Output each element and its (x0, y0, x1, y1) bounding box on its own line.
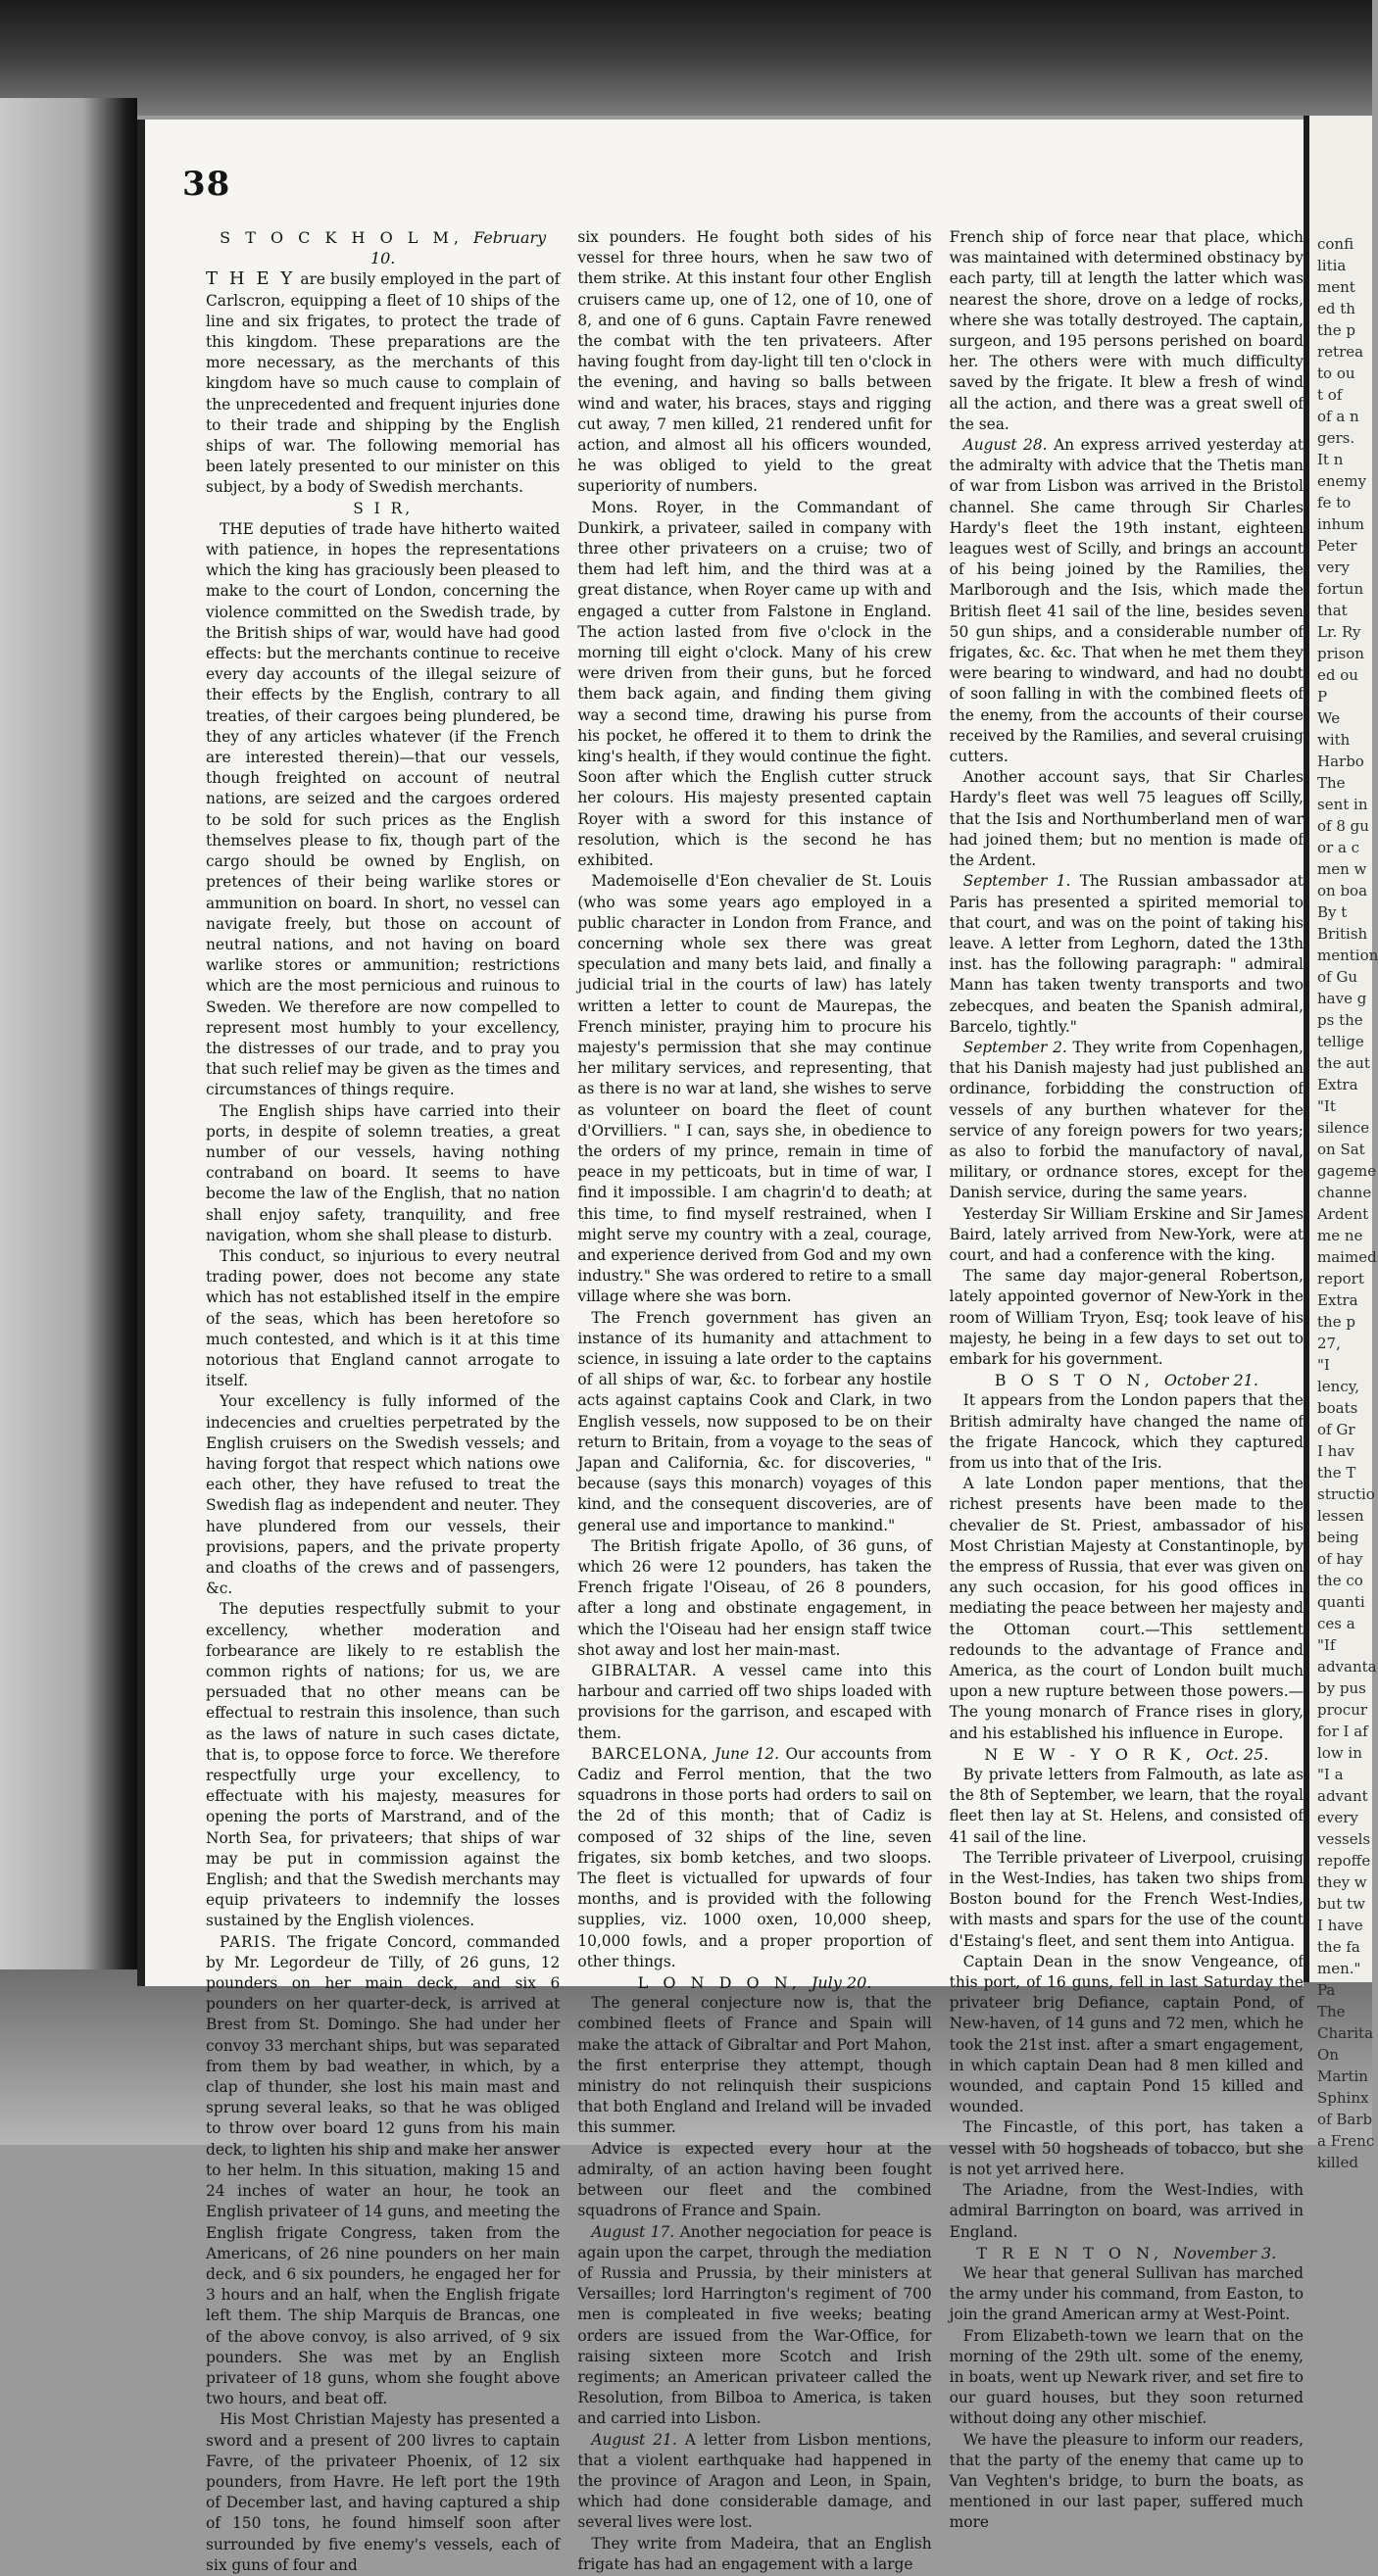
adjacent-page-line: or a c (1317, 839, 1360, 856)
page-number: 38 (182, 165, 231, 204)
adjacent-page-line: that (1317, 602, 1348, 619)
article-paragraph: six pounders. He fought both sides of his vessel for three hours, when he saw two of them strike. At this instant four other English cruisers came up, one of 12, one of 10, one of 8, and one of 6 guns. Captain Favre renewed the combat with the ten privateers. After having fought from day-light till ten o'clock in the evening, and having so balls between wind and water, his braces, stays and rigging cut away, 7 men killed, 21 rendered unfit for action, and almost all his officers wounded, he was obliged to yield to the great superiority of numbers. (577, 228, 932, 496)
article-paragraph: We have the pleasure to inform our readers, that the party of the enemy that came up to Van Veghten's bridge, to burn the boats, as mentioned in our last paper, suffered much more (949, 2430, 1304, 2532)
adjacent-page-line: I hav (1317, 1442, 1354, 1460)
adjacent-page-line: fortun (1317, 580, 1364, 598)
adjacent-page-line: inhum (1317, 515, 1365, 533)
adjacent-page-line: gageme (1317, 1162, 1377, 1180)
article-paragraph: A late London paper mentions, that the richest presents have been made to the chevalier de St. Priest, ambassador of his Most Christian Majesty at Constantinople, by the empress of Russia, that ever was given on any such occasion, for his good offices in mediating the peace between her majesty and the Ottoman court.—This settlement redounds to the advantage of France and America, as the court of London built much upon a new rupture between those powers.—The young monarch of France rises in glory, and his established his influence in Europe. (949, 1475, 1304, 1742)
article-paragraph: GIBRALTAR. A vessel came into this harbour and carried off two ships loaded with provisions for the garrison, and escaped with them. (577, 1662, 932, 1742)
article-paragraph: Mademoiselle d'Eon chevalier de St. Louis (who was some years ago employed in a public character in London from France, and concerning whole sex there was great speculation and many bets laid, and finally a judicial trial in the courts of law) has lately written a letter to count de Maurepas, the French minister, praying him to procure his majesty's permission that she may continue her military services, and representing, that as there is no war at land, she wishes to serve as volunteer on board the fleet of count d'Orvilliers. " I can, says she, in obedience to the orders of my prince, remain in time of peace in my petticoats, but in time of war, I find it impossible. I am chagrin'd to death; at this time, to find myself restrained, when I might serve my country with a zeal, courage, and experience derived from God and my own industry." She was ordered to retire to a small village where she was born. (577, 872, 932, 1306)
adjacent-page-line: the p (1317, 321, 1355, 339)
adjacent-page-line: By t (1317, 903, 1348, 921)
adjacent-page-line: enemy (1317, 472, 1367, 490)
article-paragraph: Advice is expected every hour at the admiralty, of an action having been fought between our fleet and the combined squadrons of France and Spain. (577, 2139, 932, 2220)
adjacent-page-fragment (1304, 116, 1378, 2171)
adjacent-page-line: of hay (1317, 1550, 1363, 1568)
dateline-new-york: N E W - Y O R K, Oct. 25. (984, 1744, 1269, 1764)
adjacent-page-line: P (1317, 688, 1328, 705)
article-paragraph: T H E Y are busily employed in the part of Carlscron, equipping a fleet of 10 ships of the line and six frigates, to protect the trade of this kingdom. These preparations are the more necessary, as the merchants of this kingdom have so much cause to complain of the unprecedented and frequent injuries done to their trade and shipping by the English ships of war. The following memorial has been lately presented to our minister on this subject, by a body of Swedish merchants. (206, 268, 561, 497)
article-paragraph: September 1. The Russian ambassador at Paris has presented a spirited memorial to that court, and was on the point of taking his leave. A letter from Leghorn, dated the 13th inst. has the following paragraph: " admiral Mann has taken twenty transports and two zebecques, and beaten the Spanish admiral, Barcelo, tightly." (949, 872, 1304, 1036)
adjacent-page-line: Charita (1317, 2024, 1374, 2042)
adjacent-page-line: silence (1317, 1119, 1370, 1137)
adjacent-page-line: lency, (1317, 1378, 1359, 1395)
text-columns (206, 227, 1304, 2574)
article-paragraph: August 21. A letter from Lisbon mentions, that a violent earthquake had happened in the province of Aragon and Leon, in Spain, which had done considerable damage, and several lives were lost. (577, 2430, 932, 2532)
adjacent-page-line: retrea (1317, 343, 1364, 361)
adjacent-page-line: by pus (1317, 1679, 1366, 1697)
adjacent-page-line: Lr. Ry (1317, 623, 1361, 641)
article-paragraph: The English ships have carried into their ports, in despite of solemn treaties, a great number of our vessels, having nothing contraband on board. It seems to have become the law of the English, that no nation shall enjoy safety, tranquility, and free navigation, whom she shall please to disturb. (206, 1101, 561, 1244)
adjacent-page-line: prison (1317, 645, 1364, 662)
adjacent-page-line: of Gr (1317, 1421, 1355, 1438)
article-paragraph: Mons. Royer, in the Commandant of Dunkirk, a privateer, sailed in company with three other privateers on a cruise; two of them had left him, and the third was at a great distance, when Royer came up with and engaged a cutter from Falstone in England. The action lasted from five o'clock in the morning till eight o'clock. Many of his crew were driven from their guns, but he forced them back again, and finding them giving way a second time, drawing his purse from his pocket, he offered it to them to drink the king's health, if they would continue the fight. Soon after which the English cutter struck her colours. His majesty presented captain Royer with a sword for this instance of resolution, which is the second he has exhibited. (577, 498, 932, 870)
adjacent-page-line: advant (1317, 1787, 1368, 1805)
adjacent-page-line: lessen (1317, 1507, 1364, 1525)
column-2 (577, 227, 932, 2573)
adjacent-page-line: report (1317, 1270, 1364, 1288)
adjacent-page-line: Sphinx (1317, 2089, 1369, 2107)
adjacent-page-line: 27, (1317, 1335, 1341, 1352)
newspaper-page (137, 120, 1304, 2574)
scan-left-margin (0, 98, 137, 2145)
column-1 (206, 227, 561, 2574)
article-paragraph: The general conjecture now is, that the combined fleets of France and Spain will make the attack of Gibraltar and Port Mahon, the first enterprise they attempt, though ministry do not relinquish their suspicions that both England and Ireland will be invaded this summer. (577, 1994, 932, 2137)
adjacent-page-line: ed th (1317, 300, 1355, 317)
adjacent-page-line: The (1317, 2003, 1346, 2020)
adjacent-page-line: the co (1317, 1572, 1363, 1589)
adjacent-page-line: Martin (1317, 2067, 1368, 2085)
dateline-stockholm: S T O C K H O L M, February 10. (220, 228, 547, 268)
article-paragraph: The deputies respectfully submit to your excellency, whether moderation and forbearance are likely to re establish the common rights of nations; for us, we are persuaded that no other means can be effectual to restrain this insolence, than such as the laws of nature in such cases dictate, that is, to oppose force to force. We therefore respectfully urge your excellency, to effectuate with his majesty, measures for opening the ports of Marstrand, and of the North Sea, for privateers; that ships of war may be put in commission against the English; and that the Swedish merchants may equip privateers to indemnify the losses sustained by the English violences. (206, 1600, 561, 1930)
adjacent-page-line: Harbo (1317, 753, 1364, 770)
adjacent-page-line: confi (1317, 235, 1354, 253)
adjacent-page-line: British (1317, 925, 1368, 943)
article-paragraph: The British frigate Apollo, of 36 guns, of which 26 were 12 pounders, has taken the French frigate l'Oiseau, of 26 8 pounders, after a long and obstinate engagement, in which the l'Oiseau had her ensign staff twice shot away and lost her main-mast. (577, 1536, 932, 1659)
article-paragraph: Another account says, that Sir Charles Hardy's fleet was well 75 leagues off Scilly, that the Isis and Northumberland men of war had joined them; but no mention is made of the Ardent. (949, 768, 1304, 870)
salutation: S I R, (353, 499, 414, 517)
article-paragraph: The Ariadne, from the West-Indies, with admiral Barrington on board, was arrived in England. (949, 2181, 1304, 2241)
adjacent-page-line: to ou (1317, 365, 1355, 382)
adjacent-page-line: Extra (1317, 1076, 1358, 1094)
column-3 (949, 227, 1304, 2532)
adjacent-page-line: structio (1317, 1485, 1375, 1503)
adjacent-page-line: "It (1317, 1097, 1336, 1115)
adjacent-page-line: "If (1317, 1636, 1336, 1654)
adjacent-page-line: of Gu (1317, 968, 1357, 986)
adjacent-page-line: litia (1317, 257, 1347, 274)
adjacent-page-line: Pa (1317, 1981, 1336, 1999)
article-paragraph: Your excellency is fully informed of the indecencies and cruelties perpetrated by the English cruisers on the Swedish vessels; and having forgot that respect which nations owe each other, they have refused to treat the Swedish flag as independent and neuter. They have plundered from our vessels, their provisions, papers, and the private property and cloaths of the crews and of passengers, &c. (206, 1392, 561, 1598)
adjacent-page-line: very (1317, 559, 1350, 576)
article-paragraph: The French government has given an instance of its humanity and attachment to science, in issuing a late order to the captains of all ships of war, &c. to forbear any hostile acts against captains Cook and Clark, in two English vessels, now supposed to be on their return to Britain, from a voyage to the seas of Japan and California, &c. for discoveries, " because (says this monarch) voyages of this kind, and the consequent discoveries, are of general use and importance to mankind." (577, 1308, 932, 1534)
adjacent-page-line: men." (1317, 1960, 1361, 1977)
adjacent-page-line: Extra (1317, 1291, 1358, 1309)
adjacent-page-line: for I af (1317, 1723, 1368, 1740)
article-paragraph: His Most Christian Majesty has presented a sword and a present of 200 livres to captain Favre, of the privateer Phoenix, of 12 six pounders, from Havre. He left port the 19th of December last, and having captured a ship of 150 tons, he found himself soon after surrounded by five enemy's vessels, each of six guns of four and (206, 2410, 561, 2574)
adjacent-page-line: boats (1317, 1399, 1358, 1417)
article-paragraph: It appears from the London papers that the British admiralty have changed the name of the frigate Hancock, which they captured from us into that of the Iris. (949, 1391, 1304, 1472)
adjacent-page-line: ces a (1317, 1615, 1355, 1632)
adjacent-page-line: but tw (1317, 1895, 1365, 1913)
adjacent-page-line: of Barb (1317, 2111, 1373, 2128)
adjacent-page-line: We (1317, 709, 1341, 727)
dateline-trenton: T R E N T O N, November 3. (976, 2243, 1277, 2262)
adjacent-page-line: advanta (1317, 1658, 1377, 1676)
adjacent-page-line: ps the (1317, 1011, 1363, 1029)
article-paragraph: The same day major-general Robertson, lately appointed governor of New-York in the room of William Tryon, Esq; took leave of his majesty, he being in a few days to set out to embark for his government. (949, 1267, 1304, 1368)
adjacent-page-line: The (1317, 774, 1346, 792)
adjacent-page-line: sent in (1317, 796, 1368, 813)
adjacent-page-line: a Frenc (1317, 2132, 1375, 2150)
article-paragraph: By private letters from Falmouth, as late as the 8th of September, we learn, that the royal fleet then lay at St. Helens, and consisted of 41 sail of the line. (949, 1766, 1304, 1846)
adjacent-page-line: the fa (1317, 1938, 1360, 1956)
adjacent-page-line: men w (1317, 860, 1367, 878)
adjacent-page-line: killed (1317, 2154, 1358, 2171)
dateline-london: L O N D O N, July 20. (637, 1973, 872, 1993)
article-paragraph: September 2. They write from Copenhagen, that his Danish majesty had just published an ordinance, forbidding the construction of vessels of any burthen whatever for the service of any foreign powers for two years; as also to forbid the manufactory of naval, military, or ordnance stores, except for the Danish service, during the same years. (949, 1038, 1304, 1202)
article-paragraph: Yesterday Sir William Erskine and Sir James Baird, lately arrived from New-York, were at court, and had a conference with the king. (949, 1204, 1304, 1264)
adjacent-page-line: being (1317, 1529, 1359, 1546)
adjacent-page-line: t of (1317, 386, 1343, 404)
adjacent-page-line: I have (1317, 1917, 1363, 1934)
article-paragraph: PARIS. The frigate Concord, commanded by Mr. Legordeur de Tilly, of 26 guns, 12 pounders on her main deck, and six 6 pounders on her quarter-deck, is arrived at Brest from St. Domingo. She had under her convoy 33 merchant ships, but was separated from them by bad weather, in which, by a clap of thunder, she lost his main mast and sprung several leaks, so that he was obliged to throw over board 12 guns from his main deck, to lighten his ship and make her answer to her helm. In this situation, making 15 and 24 inches of water an hour, he took an English privateer of 14 guns, and meeting the English frigate Congress, taken from the Americans, of 26 nine pounders on her main deck, and 6 six pounders, he engaged her for 3 hours and an half, when the English frigate left them. The ship Marquis de Brancas, one of the above convoy, is also arrived, of 9 six pounders. She was met by an English privateer of 18 guns, whom she fought above two hours, and beat off. (206, 1932, 561, 2408)
article-paragraph: The Fincastle, of this port, has taken a vessel with 50 hogsheads of tobacco, but she is not yet arrived here. (949, 2118, 1304, 2178)
adjacent-page-line: tellige (1317, 1033, 1364, 1050)
article-paragraph: They write from Madeira, that an English frigate has had an engagement with a large (577, 2534, 932, 2573)
adjacent-page-line: the aut (1317, 1054, 1370, 1072)
adjacent-page-line: have g (1317, 990, 1367, 1007)
article-paragraph: French ship of force near that place, which was maintained with determined obstinacy by each party, till at length the latter which was nearest the shore, drove on a ledge of rocks, where she was totally destroyed. The captain, surgeon, and 195 persons perished on board her. The others were with much difficulty saved by the frigate. It blew a fresh of wind all the action, and there was a great swell of the sea. (949, 228, 1304, 433)
article-paragraph: We hear that general Sullivan has marched the army under his command, from Easton, to join the grand American army at West-Point. (949, 2263, 1304, 2324)
adjacent-page-line: "I a (1317, 1766, 1344, 1783)
adjacent-page-line: "I (1317, 1356, 1330, 1374)
adjacent-page-line: fe to (1317, 494, 1352, 511)
adjacent-page-line: On (1317, 2046, 1339, 2064)
dateline-boston: B O S T O N, October 21. (994, 1371, 1258, 1390)
adjacent-page-line: channe (1317, 1184, 1372, 1201)
adjacent-page-line: It n (1317, 451, 1344, 468)
adjacent-page-line: the T (1317, 1464, 1356, 1482)
adjacent-page-line: ed ou (1317, 666, 1358, 684)
adjacent-page-line: procur (1317, 1701, 1368, 1719)
adjacent-page-line: quanti (1317, 1593, 1365, 1611)
adjacent-page-line: me ne (1317, 1227, 1363, 1244)
adjacent-page-line: maimed (1317, 1248, 1377, 1266)
adjacent-page-line: the p (1317, 1313, 1355, 1331)
article-paragraph: From Elizabeth-town we learn that on the morning of the 29th ult. some of the enemy, in boats, went up Newark river, and set fire to our guard houses, but they soon returned without doing any other mischief. (949, 2326, 1304, 2428)
adjacent-page-line: low in (1317, 1744, 1362, 1762)
adjacent-page-line: Peter (1317, 537, 1357, 555)
adjacent-page-line: ment (1317, 278, 1355, 296)
adjacent-page-line: Ardent (1317, 1205, 1369, 1223)
adjacent-page-line: of 8 gu (1317, 817, 1369, 835)
article-paragraph: August 17. Another negociation for peace is again upon the carpet, through the mediation of Russia and Prussia, by their ministers at Versailles; lord Harrington's regiment of 700 men is compleated in five weeks; beating orders are issued from the War-Office, for raising sixteen more Scotch and Irish regiments; an American privateer called the Resolution, from Bilboa to America, is taken and carried into Lisbon. (577, 2222, 932, 2428)
article-paragraph: August 28. An express arrived yesterday at the admiralty with advice that the Thetis man of war from Lisbon was arrived in the Bristol channel. She came through Sir Charles Hardy's fleet the 19th instant, eighteen leagues west of Scilly, and brings an account of his being joined by the Ramilies, the Marlborough and the Isis, which made the British fleet 41 sail of the line, besides seven 50 gun ships, and a considerable number of frigates, &c. &c. That when he met them they were bearing to windward, and had no doubt of soon falling in with the combined fleets of the enemy, from the accounts of their course received by the Ramilies, and several cruising cutters. (949, 436, 1304, 766)
adjacent-page-line: repoffe (1317, 1852, 1371, 1870)
article-paragraph: This conduct, so injurious to every neutral trading power, does not become any state which has not established itself in the empire of the seas, which has been heretofore so much contested, and which is it at this time notorious that England cannot arrogate to itself. (206, 1246, 561, 1390)
adjacent-page-line: vessels (1317, 1830, 1371, 1848)
article-paragraph: BARCELONA, June 12. Our accounts from Cadiz and Ferrol mention, that the two squadrons in those ports had orders to sail on the 2d of this month; that of Cadiz is composed of 32 ships of the line, seven frigates, six bomb ketches, and two sloops. The fleet is victualled for upwards of four months, and is provided with the following supplies, viz. 1000 oxen, 10,000 sheep, 10,000 fowls, and a proper proportion of other things. (577, 1744, 932, 1970)
article-paragraph: THE deputies of trade have hitherto waited with patience, in hopes the representations which the king has graciously been pleased to make to the court of London, concerning the violence committed on the Swedish trade, by the British ships of war, would have had good effects: but the merchants continue to receive every day accounts of the illegal seizure of their effects by the English, contrary to all treaties, of their cargoes being plundered, be they of any articles whatever (if the French are interested therein)—that our vessels, though freighted on account of neutral nations, are seized and the cargoes ordered to be sold for such prices as the English themselves please to fix, though part of the cargo should be owned by English, on pretences of their being warlike stores or ammunition on board. In short, no vessel can navigate freely, but those on account of neutral nations, and not having on board warlike stores or ammunition; restrictions which are the most pernicious and ruinous to Sweden. We therefore are now compelled to represent most humbly to your excellency, the distresses of our trade, and to pray you that such relief may be given as the times and circumstances of things require. (206, 519, 561, 1099)
adjacent-page-line: of a n (1317, 408, 1359, 425)
scan-dark-top-border (0, 0, 1372, 116)
article-paragraph: The Terrible privateer of Liverpool, cruising in the West-Indies, has taken two ships from Boston bound for the French West-Indies, with masts and spars for the use of the count d'Estaing's fleet, and sent them into Antigua. (949, 1848, 1304, 1950)
adjacent-page-line: gers. (1317, 429, 1355, 447)
adjacent-page-line: every (1317, 1809, 1358, 1826)
adjacent-page-line: on boa (1317, 882, 1368, 899)
adjacent-page-line: they w (1317, 1873, 1367, 1891)
adjacent-page-line: mention (1317, 947, 1378, 964)
adjacent-page-line: with (1317, 731, 1351, 749)
article-paragraph: Captain Dean in the snow Vengeance, of this port, of 16 guns, fell in last Saturday the privateer brig Defiance, captain Pond, of New-haven, of 14 guns and 72 men, which he took the 21st inst. after a smart engagement, in which captain Dean had 8 men killed and wounded, and captain Pond 15 killed and wounded. (949, 1952, 1304, 2116)
adjacent-page-line: on Sat (1317, 1141, 1365, 1158)
